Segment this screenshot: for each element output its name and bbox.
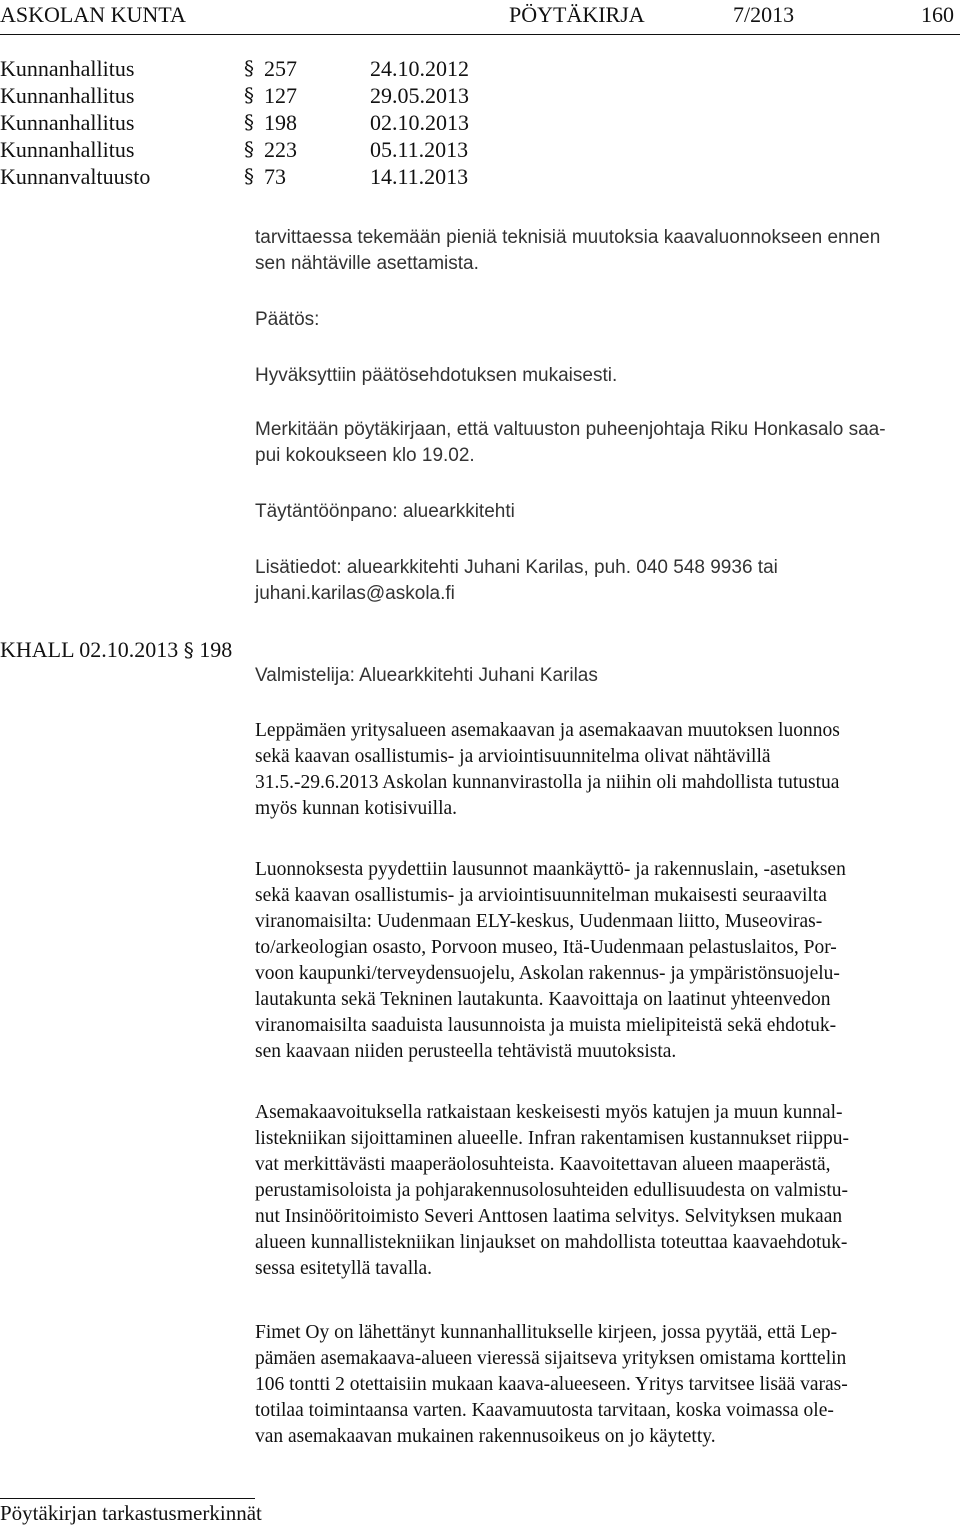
text-line: voon kaupunki/terveydensuojelu, Askolan rakennus- ja ympäristönsuojelu- [255, 963, 840, 984]
text-line: perustamisoloista ja pohjarakennusolosuhteiden edullisuudesta on valmistu- [255, 1180, 849, 1201]
reference-number: 257 [264, 56, 297, 81]
reference-number: 127 [264, 83, 297, 108]
text-line: lautakunta sekä Tekninen lautakunta. Kaavoittaja on laatinut yhteenvedon [255, 989, 831, 1010]
reference-number: 198 [264, 110, 297, 135]
text-line: Lisätiedot: aluearkkitehti Juhani Karilas, puh. 040 548 9936 tai [255, 557, 778, 578]
text-line: viranomaisilta saaduista lausunnoista ja muista mielipiteistä sekä ehdotuk- [255, 1015, 837, 1036]
header-divider [0, 34, 960, 35]
text-line: sekä kaavan osallistumis- ja arviointisuunnitelman mukaisesti seuraavilta [255, 885, 827, 906]
text-line: sen kaavaan niiden perusteella tehtävistä muutoksista. [255, 1041, 677, 1062]
footer-divider [0, 1498, 255, 1499]
text-line: tarvittaessa tekemään pieniä teknisiä muutoksia kaavaluonnokseen ennen [255, 227, 881, 248]
text-line: to/arkeologian osasto, Porvoon museo, Itä-Uudenmaan pelastuslaitos, Por- [255, 937, 837, 958]
minutes-note [255, 417, 955, 469]
additional-info [255, 555, 955, 607]
text-line: totilaa toimintaansa varten. Kaavamuutosta tarvitaan, koska voimassa ole- [255, 1400, 834, 1421]
reference-date: 14.11.2013 [370, 164, 469, 189]
intro-text [255, 225, 955, 277]
reference-date: 05.11.2013 [370, 137, 469, 162]
reference-date: 24.10.2012 [370, 56, 469, 81]
paragraph [255, 1100, 955, 1282]
reference-number: 73 [264, 164, 286, 189]
text-line: Asemakaavoituksella ratkaistaan keskeisesti myös katujen ja muun kunnal- [255, 1102, 843, 1123]
text-line: myös kunnan kotisivuilla. [255, 798, 458, 819]
preparer-line: Valmistelija: Aluearkkitehti Juhani Karilas [255, 665, 598, 686]
paragraph [255, 857, 955, 1065]
text-line: 31.5.-29.6.2013 Askolan kunnanvirastolla ja niihin oli mahdollista tutustua [255, 772, 840, 793]
section-sign: § [244, 83, 254, 107]
execution-line: Täytäntöönpano: aluearkkitehti [255, 501, 515, 522]
text-line: Merkitään pöytäkirjaan, että valtuuston puheenjohtaja Riku Honkasalo saa- [255, 419, 886, 440]
paragraph [255, 718, 955, 822]
section-sign: § [183, 638, 194, 662]
reference-body: Kunnanhallitus [0, 110, 135, 135]
municipality-name: ASKOLAN KUNTA [0, 2, 186, 27]
text-line: viranomaisilta: Uudenmaan ELY-keskus, Uudenmaan liitto, Museoviras- [255, 911, 823, 932]
section-sign: § [244, 110, 254, 134]
section-number: 198 [199, 637, 233, 662]
text-line: 106 tontti 2 otettaisiin mukaan kaava-alueeseen. Yritys tarvitsee lisää varas- [255, 1374, 848, 1395]
document-type: PÖYTÄKIRJA [509, 2, 645, 27]
reference-date: 29.05.2013 [370, 83, 469, 108]
text-line: sekä kaavan osallistumis- ja arviointisuunnitelma olivat nähtävillä [255, 746, 771, 767]
issue-number: 7/2013 [733, 2, 795, 27]
text-line: van asemakaavan mukainen rakennusoikeus on jo käytetty. [255, 1426, 716, 1447]
text-line: sen nähtäville asettamista. [255, 253, 479, 274]
section-sign: § [244, 56, 254, 80]
reference-body: Kunnanhallitus [0, 83, 135, 108]
text-line: sessa esitetyllä tavalla. [255, 1258, 433, 1279]
text-line: vat merkittävästi maaperäolosuhteista. Kaavoitettavan alueen maaperästä, [255, 1154, 831, 1175]
section-sign: § [244, 164, 254, 188]
text-line: Leppämäen yritysalueen asemakaavan ja asemakaavan muutoksen luonnos [255, 720, 840, 741]
page-number: 160 [921, 2, 954, 27]
footer-text: Pöytäkirjan tarkastusmerkinnät [0, 1501, 262, 1525]
reference-body: Kunnanvaltuusto [0, 164, 151, 189]
section-label: KHALL 02.10.2013 [0, 637, 179, 662]
text-line: listekniikan sijoittaminen alueelle. Infran rakentamisen kustannukset riippu- [255, 1128, 850, 1149]
section-sign: § [244, 137, 254, 161]
decision-text: Hyväksyttiin päätösehdotuksen mukaisesti. [255, 365, 618, 386]
reference-body: Kunnanhallitus [0, 137, 135, 162]
reference-date: 02.10.2013 [370, 110, 469, 135]
reference-body: Kunnanhallitus [0, 56, 135, 81]
paragraph [255, 1320, 955, 1450]
text-line: pämäen asemakaava-alueen vieressä sijaitseva yrityksen omistama korttelin [255, 1348, 847, 1369]
text-line: nut Insinööritoimisto Severi Anttosen laatima selvitys. Selvityksen mukaan [255, 1206, 843, 1227]
decision-label: Päätös: [255, 309, 320, 330]
text-line: juhani.karilas@askola.fi [255, 583, 455, 604]
reference-number: 223 [264, 137, 297, 162]
section-heading [0, 637, 232, 663]
text-line: Luonnoksesta pyydettiin lausunnot maankäyttö- ja rakennuslain, -asetuksen [255, 859, 846, 880]
text-line: Fimet Oy on lähettänyt kunnanhallitukselle kirjeen, jossa pyytää, että Lep- [255, 1322, 838, 1343]
text-line: alueen kunnallistekniikan linjaukset on mahdollista toteuttaa kaavaehdotuk- [255, 1232, 848, 1253]
text-line: pui kokoukseen klo 19.02. [255, 445, 475, 466]
